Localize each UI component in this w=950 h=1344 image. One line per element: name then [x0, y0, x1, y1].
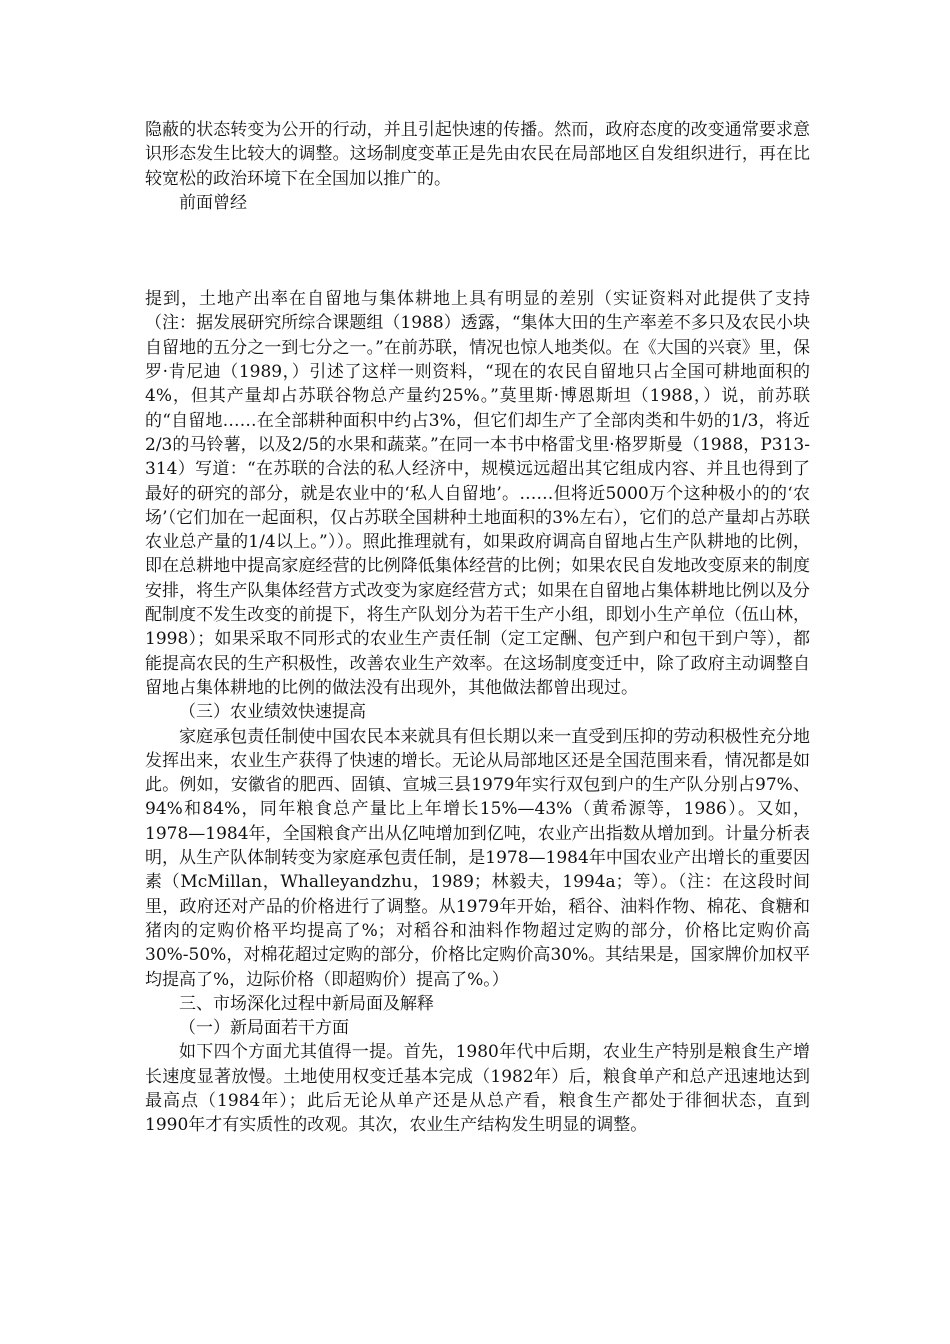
section-heading-new-aspects: （一）新局面若干方面	[179, 1018, 349, 1039]
document-page	[145, 118, 810, 1138]
blank-gap	[145, 215, 810, 287]
paragraph-intro: 隐蔽的状态转变为公开的行动，并且引起快速的传播。然而，政府态度的改变通常要求意识形态发生比较大的调整。这场制度变革正是先由农民在局部地区自发组织进行，再在比较宽松的政治环境下在全国加以推广的。	[145, 120, 810, 189]
section-heading-agri-performance: （三）农业绩效快速提高	[179, 702, 366, 723]
paragraph-fragment: 前面曾经	[179, 192, 247, 213]
paragraph-four-aspects: 如下四个方面尤其值得一提。首先，1980年代中后期，农业生产特别是粮食生产增长速度显著放慢。土地使用权变迁基本完成（1982年）后，粮食单产和总产迅速地达到最高点（1984年）；此后无论从单产还是从总产看，粮食生产都处于徘徊状态，直到1990年才有实质性的改观。其次，农业生产结构发生明显的调整。	[145, 1042, 810, 1136]
paragraph-land-productivity: 提到，土地产出率在自留地与集体耕地上具有明显的差别（实证资料对此提供了支持（注：据发展研究所综合课题组（1988）透露，“集体大田的生产率差不多只及农民小块自留地的五分之一到七分之一。”在前苏联，情况也惊人地类似。在《大国的兴衰》里，保罗·肯尼迪（1989，）引述了这样一则资料，“现在的农民自留地只占全国可耕地面积的4%，但其产量却占苏联谷物总产量约25%。”莫里斯·博恩斯坦（1988，）说，前苏联的“自留地……在全部耕种面积中约占3%，但它们却生产了全部肉类和牛奶的1/3，将近2/3的马铃薯，以及2/5的水果和蔬菜。”在同一本书中格雷戈里·格罗斯曼（1988，P313-314）写道：“在苏联的合法的私人经济中，规模远远超出其它组成内容、并且也得到了最好的研究的部分，就是农业中的‘私人自留地’。……但将近5000万个这种极小的的‘农场’（它们加在一起面积，仅占苏联全国耕种土地面积的3%左右），它们的总产量却占苏联农业总产量的1/4以上。”））。照此推理就有，如果政府调高自留地占生产队耕地的比例，即在总耕地中提高家庭经营的比例降低集体经营的比例；如果农民自发地改变原来的制度安排，将生产队集体经营方式改变为家庭经营方式；如果在自留地占集体耕地比例以及分配制度不发生改变的前提下，将生产队划分为若干生产小组，即划小生产单位（伍山林，1998）；如果采取不同形式的农业生产责任制（定工定酬、包产到户和包干到户等），都能提高农民的生产积极性，改善农业生产效率。在这场制度变迁中，除了政府主动调整自留地占集体耕地的比例的做法没有出现外，其他做法都曾出现过。	[145, 289, 810, 698]
chapter-heading-market-deepening: 三、市场深化过程中新局面及解释	[179, 993, 434, 1014]
paragraph-household-responsibility: 家庭承包责任制使中国农民本来就具有但长期以来一直受到压抑的劳动积极性充分地发挥出来，农业生产获得了快速的增长。无论从局部地区还是全国范围来看，情况都是如此。例如，安徽省的肥西、固镇、宣城三县1979年实行双包到户的生产队分别占97%、94%和84%，同年粮食总产量比上年增长15%—43%（黄希源等，1986）。又如，1978—1984年，全国粮食产出从亿吨增加到亿吨，农业产出指数从增加到。计量分析表明，从生产队体制转变为家庭承包责任制，是1978—1984年中国农业产出增长的重要因素（McMillan，Whalleyandzhu，1989；林毅夫，1994a；等）。（注：在这段时间里，政府还对产品的价格进行了调整。从1979年开始，稻谷、油料作物、棉花、食糖和猪肉的定购价格平均提高了%；对稻谷和油料作物超过定购的部分，价格比定购价高30%-50%，对棉花超过定购的部分，价格比定购价高30%。其结果是，国家牌价加权平均提高了%，边际价格（即超购价）提高了%。）	[145, 726, 810, 990]
